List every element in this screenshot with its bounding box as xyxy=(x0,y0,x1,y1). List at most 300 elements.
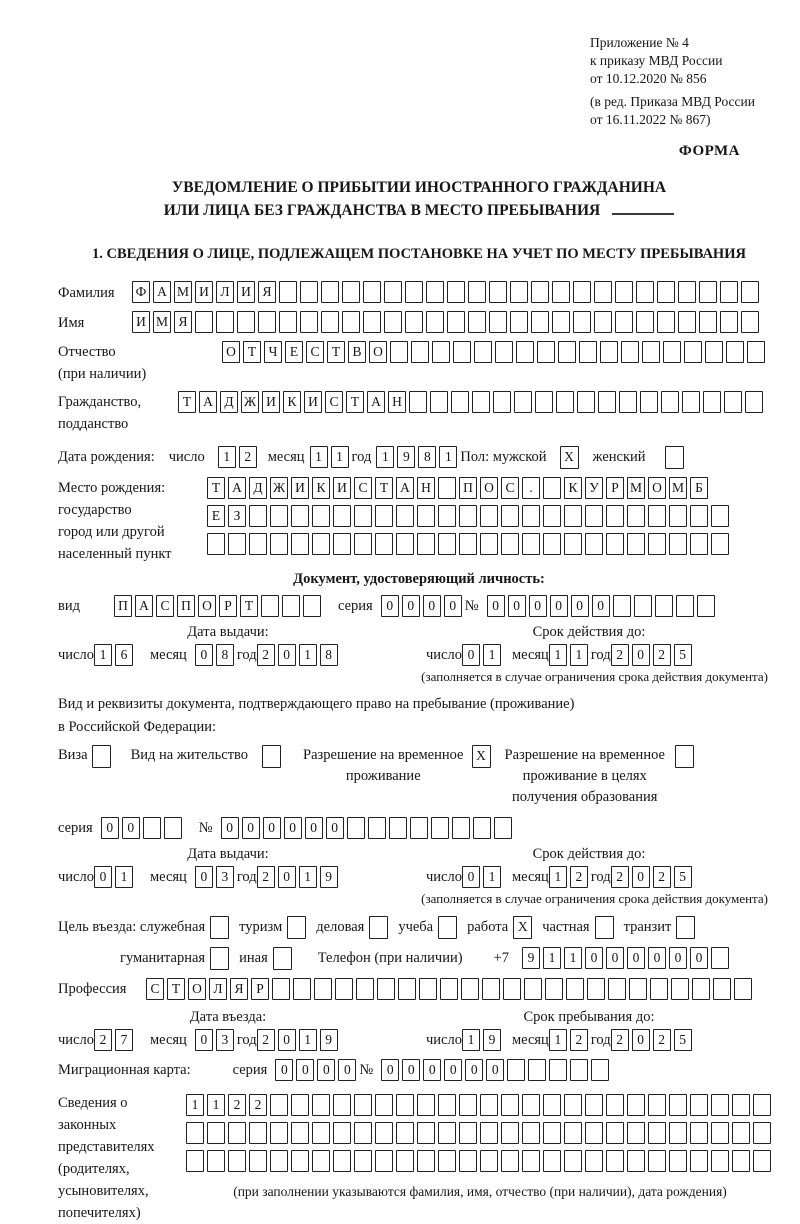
char-cell[interactable] xyxy=(522,533,540,555)
checkbox-sex-male[interactable]: X xyxy=(560,446,579,469)
char-cell[interactable] xyxy=(543,1094,561,1116)
char-cell[interactable] xyxy=(438,533,456,555)
char-cell[interactable] xyxy=(629,978,647,1000)
char-cell[interactable] xyxy=(195,311,213,333)
char-cell[interactable] xyxy=(249,1122,267,1144)
char-cell[interactable] xyxy=(438,1094,456,1116)
char-cell[interactable] xyxy=(636,281,654,303)
char-cell[interactable]: 0 xyxy=(278,1029,296,1051)
char-cell[interactable] xyxy=(501,1150,519,1172)
char-cell[interactable]: 2 xyxy=(228,1094,246,1116)
char-cell[interactable] xyxy=(228,1150,246,1172)
char-cell[interactable] xyxy=(692,978,710,1000)
char-cell[interactable]: 1 xyxy=(299,644,317,666)
char-cell[interactable] xyxy=(720,311,738,333)
char-cell[interactable]: А xyxy=(367,391,385,413)
char-cell[interactable] xyxy=(291,505,309,527)
char-cell[interactable] xyxy=(261,595,279,617)
char-cell[interactable] xyxy=(228,533,246,555)
char-cell[interactable]: 0 xyxy=(402,595,420,617)
char-cell[interactable] xyxy=(291,1150,309,1172)
char-cell[interactable] xyxy=(501,505,519,527)
char-cell[interactable] xyxy=(474,341,492,363)
char-cell[interactable] xyxy=(375,1094,393,1116)
char-cell[interactable]: 9 xyxy=(522,947,540,969)
char-cell[interactable]: М xyxy=(627,477,645,499)
char-cell[interactable] xyxy=(640,391,658,413)
char-cell[interactable] xyxy=(270,533,288,555)
char-cell[interactable] xyxy=(543,1150,561,1172)
char-cell[interactable]: 2 xyxy=(249,1094,267,1116)
char-cell[interactable] xyxy=(705,341,723,363)
char-cell[interactable]: 9 xyxy=(320,866,338,888)
char-cell[interactable] xyxy=(619,391,637,413)
char-cell[interactable] xyxy=(405,281,423,303)
char-cell[interactable]: С xyxy=(501,477,519,499)
char-cell[interactable]: Ф xyxy=(132,281,150,303)
char-cell[interactable]: 0 xyxy=(242,817,260,839)
char-cell[interactable]: 0 xyxy=(487,595,505,617)
checkbox-purpose-transit[interactable] xyxy=(676,916,695,939)
char-cell[interactable] xyxy=(522,505,540,527)
char-cell[interactable] xyxy=(480,533,498,555)
char-cell[interactable]: О xyxy=(369,341,387,363)
char-cell[interactable]: 0 xyxy=(606,947,624,969)
char-cell[interactable]: 0 xyxy=(669,947,687,969)
char-cell[interactable]: Е xyxy=(285,341,303,363)
char-cell[interactable] xyxy=(216,311,234,333)
char-cell[interactable]: 0 xyxy=(632,644,650,666)
char-cell[interactable]: 8 xyxy=(418,446,436,468)
char-cell[interactable] xyxy=(524,978,542,1000)
char-cell[interactable] xyxy=(747,341,765,363)
char-cell[interactable] xyxy=(398,978,416,1000)
char-cell[interactable] xyxy=(249,1150,267,1172)
char-cell[interactable] xyxy=(684,341,702,363)
char-cell[interactable]: 1 xyxy=(218,446,236,468)
char-cell[interactable] xyxy=(642,341,660,363)
char-cell[interactable] xyxy=(669,1094,687,1116)
char-cell[interactable] xyxy=(678,281,696,303)
char-cell[interactable] xyxy=(431,817,449,839)
checkbox-purpose-work[interactable]: X xyxy=(513,916,532,939)
char-cell[interactable] xyxy=(594,281,612,303)
char-cell[interactable] xyxy=(432,341,450,363)
char-cell[interactable] xyxy=(711,1150,729,1172)
char-cell[interactable] xyxy=(384,281,402,303)
char-cell[interactable] xyxy=(452,817,470,839)
char-cell[interactable]: 0 xyxy=(592,595,610,617)
char-cell[interactable] xyxy=(510,281,528,303)
checkbox-purpose-study[interactable] xyxy=(438,916,457,939)
char-cell[interactable] xyxy=(577,391,595,413)
char-cell[interactable]: 9 xyxy=(397,446,415,468)
char-cell[interactable] xyxy=(494,817,512,839)
char-cell[interactable] xyxy=(270,1122,288,1144)
char-cell[interactable]: Ж xyxy=(270,477,288,499)
char-cell[interactable] xyxy=(591,1059,609,1081)
char-cell[interactable] xyxy=(615,311,633,333)
char-cell[interactable] xyxy=(587,978,605,1000)
char-cell[interactable]: 8 xyxy=(320,644,338,666)
char-cell[interactable] xyxy=(314,978,332,1000)
char-cell[interactable] xyxy=(564,1094,582,1116)
char-cell[interactable] xyxy=(753,1122,771,1144)
char-cell[interactable]: И xyxy=(304,391,322,413)
char-cell[interactable]: 0 xyxy=(444,595,462,617)
char-cell[interactable] xyxy=(438,1122,456,1144)
char-cell[interactable] xyxy=(663,341,681,363)
char-cell[interactable] xyxy=(333,1094,351,1116)
char-cell[interactable]: 1 xyxy=(570,644,588,666)
char-cell[interactable] xyxy=(207,1150,225,1172)
char-cell[interactable] xyxy=(634,595,652,617)
char-cell[interactable]: К xyxy=(283,391,301,413)
char-cell[interactable]: Ч xyxy=(264,341,282,363)
char-cell[interactable] xyxy=(600,341,618,363)
char-cell[interactable] xyxy=(186,1150,204,1172)
char-cell[interactable] xyxy=(585,533,603,555)
char-cell[interactable]: А xyxy=(228,477,246,499)
char-cell[interactable] xyxy=(516,341,534,363)
char-cell[interactable] xyxy=(291,533,309,555)
char-cell[interactable]: 0 xyxy=(529,595,547,617)
checkbox-sex-female[interactable] xyxy=(665,446,684,469)
char-cell[interactable]: 5 xyxy=(674,644,692,666)
char-cell[interactable] xyxy=(690,505,708,527)
char-cell[interactable] xyxy=(606,533,624,555)
char-cell[interactable] xyxy=(741,281,759,303)
char-cell[interactable]: 0 xyxy=(305,817,323,839)
char-cell[interactable]: А xyxy=(135,595,153,617)
char-cell[interactable]: З xyxy=(228,505,246,527)
char-cell[interactable]: 2 xyxy=(653,866,671,888)
char-cell[interactable] xyxy=(545,978,563,1000)
char-cell[interactable]: 1 xyxy=(299,866,317,888)
char-cell[interactable] xyxy=(291,1094,309,1116)
char-cell[interactable]: 1 xyxy=(483,644,501,666)
char-cell[interactable] xyxy=(552,281,570,303)
char-cell[interactable]: 0 xyxy=(423,595,441,617)
char-cell[interactable] xyxy=(648,533,666,555)
char-cell[interactable] xyxy=(396,1122,414,1144)
checkbox-residence-permit[interactable] xyxy=(262,745,281,768)
char-cell[interactable] xyxy=(312,1122,330,1144)
char-cell[interactable]: 0 xyxy=(585,947,603,969)
char-cell[interactable] xyxy=(312,1094,330,1116)
char-cell[interactable]: 5 xyxy=(674,1029,692,1051)
char-cell[interactable]: 0 xyxy=(508,595,526,617)
char-cell[interactable] xyxy=(579,341,597,363)
char-cell[interactable]: 0 xyxy=(402,1059,420,1081)
char-cell[interactable] xyxy=(549,1059,567,1081)
char-cell[interactable] xyxy=(720,281,738,303)
char-cell[interactable] xyxy=(627,1122,645,1144)
char-cell[interactable]: 2 xyxy=(257,866,275,888)
char-cell[interactable] xyxy=(410,817,428,839)
char-cell[interactable] xyxy=(451,391,469,413)
char-cell[interactable] xyxy=(627,1094,645,1116)
char-cell[interactable]: Р xyxy=(219,595,237,617)
char-cell[interactable] xyxy=(237,311,255,333)
char-cell[interactable]: 2 xyxy=(94,1029,112,1051)
char-cell[interactable] xyxy=(690,533,708,555)
char-cell[interactable] xyxy=(473,817,491,839)
char-cell[interactable] xyxy=(690,1150,708,1172)
char-cell[interactable]: Т xyxy=(167,978,185,1000)
char-cell[interactable] xyxy=(711,1122,729,1144)
char-cell[interactable]: Л xyxy=(216,281,234,303)
char-cell[interactable]: 0 xyxy=(486,1059,504,1081)
char-cell[interactable]: 0 xyxy=(465,1059,483,1081)
char-cell[interactable] xyxy=(648,1150,666,1172)
char-cell[interactable] xyxy=(543,1122,561,1144)
char-cell[interactable]: Ж xyxy=(241,391,259,413)
char-cell[interactable]: 0 xyxy=(275,1059,293,1081)
char-cell[interactable] xyxy=(493,391,511,413)
char-cell[interactable]: Б xyxy=(690,477,708,499)
char-cell[interactable] xyxy=(354,533,372,555)
char-cell[interactable]: 2 xyxy=(653,644,671,666)
char-cell[interactable]: 2 xyxy=(239,446,257,468)
char-cell[interactable] xyxy=(480,1122,498,1144)
char-cell[interactable] xyxy=(417,1094,435,1116)
char-cell[interactable] xyxy=(279,281,297,303)
char-cell[interactable] xyxy=(417,505,435,527)
char-cell[interactable] xyxy=(564,533,582,555)
char-cell[interactable]: 9 xyxy=(483,1029,501,1051)
char-cell[interactable] xyxy=(300,311,318,333)
char-cell[interactable] xyxy=(711,533,729,555)
char-cell[interactable]: О xyxy=(222,341,240,363)
char-cell[interactable] xyxy=(627,1150,645,1172)
char-cell[interactable] xyxy=(535,391,553,413)
char-cell[interactable] xyxy=(564,505,582,527)
char-cell[interactable] xyxy=(594,311,612,333)
char-cell[interactable] xyxy=(522,1150,540,1172)
checkbox-purpose-humanitarian[interactable] xyxy=(210,947,229,970)
char-cell[interactable] xyxy=(556,391,574,413)
char-cell[interactable] xyxy=(489,281,507,303)
char-cell[interactable] xyxy=(564,1150,582,1172)
char-cell[interactable] xyxy=(613,595,631,617)
char-cell[interactable]: 1 xyxy=(376,446,394,468)
char-cell[interactable]: 0 xyxy=(627,947,645,969)
char-cell[interactable] xyxy=(186,1122,204,1144)
char-cell[interactable]: 0 xyxy=(632,866,650,888)
char-cell[interactable] xyxy=(207,533,225,555)
char-cell[interactable]: 9 xyxy=(320,1029,338,1051)
char-cell[interactable] xyxy=(669,505,687,527)
char-cell[interactable]: Т xyxy=(243,341,261,363)
char-cell[interactable] xyxy=(321,281,339,303)
char-cell[interactable] xyxy=(690,1122,708,1144)
char-cell[interactable]: 1 xyxy=(549,866,567,888)
char-cell[interactable] xyxy=(753,1150,771,1172)
char-cell[interactable] xyxy=(648,1122,666,1144)
char-cell[interactable]: 0 xyxy=(571,595,589,617)
char-cell[interactable] xyxy=(566,978,584,1000)
char-cell[interactable] xyxy=(390,341,408,363)
char-cell[interactable] xyxy=(426,311,444,333)
char-cell[interactable]: С xyxy=(306,341,324,363)
char-cell[interactable]: О xyxy=(648,477,666,499)
char-cell[interactable] xyxy=(143,817,161,839)
char-cell[interactable] xyxy=(207,1122,225,1144)
char-cell[interactable] xyxy=(468,311,486,333)
char-cell[interactable] xyxy=(558,341,576,363)
char-cell[interactable] xyxy=(703,391,721,413)
char-cell[interactable]: Д xyxy=(249,477,267,499)
char-cell[interactable] xyxy=(522,1094,540,1116)
char-cell[interactable] xyxy=(661,391,679,413)
char-cell[interactable] xyxy=(713,978,731,1000)
char-cell[interactable]: 0 xyxy=(444,1059,462,1081)
char-cell[interactable] xyxy=(669,1150,687,1172)
char-cell[interactable] xyxy=(699,281,717,303)
char-cell[interactable] xyxy=(312,1150,330,1172)
char-cell[interactable]: 2 xyxy=(570,1029,588,1051)
char-cell[interactable]: И xyxy=(237,281,255,303)
char-cell[interactable]: Т xyxy=(375,477,393,499)
char-cell[interactable] xyxy=(564,1122,582,1144)
char-cell[interactable] xyxy=(482,978,500,1000)
char-cell[interactable] xyxy=(711,505,729,527)
char-cell[interactable]: Н xyxy=(388,391,406,413)
char-cell[interactable]: Т xyxy=(207,477,225,499)
char-cell[interactable]: И xyxy=(262,391,280,413)
char-cell[interactable] xyxy=(671,978,689,1000)
char-cell[interactable] xyxy=(417,1150,435,1172)
char-cell[interactable] xyxy=(453,341,471,363)
char-cell[interactable]: 1 xyxy=(310,446,328,468)
char-cell[interactable]: Т xyxy=(178,391,196,413)
char-cell[interactable]: У xyxy=(585,477,603,499)
char-cell[interactable]: Р xyxy=(606,477,624,499)
char-cell[interactable] xyxy=(228,1122,246,1144)
char-cell[interactable]: 1 xyxy=(186,1094,204,1116)
char-cell[interactable]: 0 xyxy=(278,644,296,666)
char-cell[interactable]: М xyxy=(174,281,192,303)
char-cell[interactable]: А xyxy=(396,477,414,499)
char-cell[interactable] xyxy=(531,281,549,303)
char-cell[interactable] xyxy=(396,505,414,527)
char-cell[interactable]: 1 xyxy=(115,866,133,888)
char-cell[interactable] xyxy=(522,1122,540,1144)
char-cell[interactable] xyxy=(472,391,490,413)
char-cell[interactable]: С xyxy=(146,978,164,1000)
char-cell[interactable] xyxy=(585,1094,603,1116)
char-cell[interactable] xyxy=(405,311,423,333)
char-cell[interactable] xyxy=(543,533,561,555)
char-cell[interactable] xyxy=(375,533,393,555)
char-cell[interactable] xyxy=(333,1150,351,1172)
char-cell[interactable] xyxy=(655,595,673,617)
char-cell[interactable] xyxy=(333,1122,351,1144)
char-cell[interactable] xyxy=(682,391,700,413)
char-cell[interactable]: 2 xyxy=(611,644,629,666)
char-cell[interactable] xyxy=(333,505,351,527)
char-cell[interactable] xyxy=(501,533,519,555)
char-cell[interactable] xyxy=(543,477,561,499)
char-cell[interactable] xyxy=(501,1122,519,1144)
char-cell[interactable]: 5 xyxy=(674,866,692,888)
char-cell[interactable]: . xyxy=(522,477,540,499)
char-cell[interactable] xyxy=(354,1094,372,1116)
char-cell[interactable] xyxy=(303,595,321,617)
char-cell[interactable]: 2 xyxy=(257,644,275,666)
char-cell[interactable]: 0 xyxy=(101,817,119,839)
checkbox-temp-permit[interactable]: X xyxy=(472,745,491,768)
char-cell[interactable]: 0 xyxy=(381,595,399,617)
char-cell[interactable]: П xyxy=(459,477,477,499)
char-cell[interactable]: 0 xyxy=(550,595,568,617)
char-cell[interactable] xyxy=(396,533,414,555)
char-cell[interactable] xyxy=(300,281,318,303)
char-cell[interactable]: 1 xyxy=(549,644,567,666)
checkbox-purpose-private[interactable] xyxy=(595,916,614,939)
char-cell[interactable] xyxy=(606,1094,624,1116)
char-cell[interactable]: П xyxy=(177,595,195,617)
char-cell[interactable] xyxy=(335,978,353,1000)
char-cell[interactable]: 2 xyxy=(611,1029,629,1051)
char-cell[interactable] xyxy=(608,978,626,1000)
char-cell[interactable] xyxy=(627,505,645,527)
char-cell[interactable] xyxy=(396,1094,414,1116)
char-cell[interactable] xyxy=(570,1059,588,1081)
char-cell[interactable]: О xyxy=(480,477,498,499)
char-cell[interactable] xyxy=(459,1122,477,1144)
char-cell[interactable] xyxy=(657,281,675,303)
char-cell[interactable]: 1 xyxy=(462,1029,480,1051)
char-cell[interactable] xyxy=(312,505,330,527)
checkbox-purpose-other[interactable] xyxy=(273,947,292,970)
char-cell[interactable] xyxy=(507,1059,525,1081)
char-cell[interactable]: Л xyxy=(209,978,227,1000)
char-cell[interactable]: 1 xyxy=(483,866,501,888)
char-cell[interactable] xyxy=(615,281,633,303)
char-cell[interactable] xyxy=(258,311,276,333)
char-cell[interactable] xyxy=(249,505,267,527)
char-cell[interactable]: 1 xyxy=(207,1094,225,1116)
char-cell[interactable] xyxy=(528,1059,546,1081)
char-cell[interactable]: С xyxy=(325,391,343,413)
char-cell[interactable] xyxy=(514,391,532,413)
char-cell[interactable] xyxy=(678,311,696,333)
char-cell[interactable] xyxy=(409,391,427,413)
char-cell[interactable] xyxy=(531,311,549,333)
char-cell[interactable] xyxy=(669,1122,687,1144)
char-cell[interactable] xyxy=(375,1122,393,1144)
char-cell[interactable] xyxy=(438,1150,456,1172)
char-cell[interactable]: М xyxy=(669,477,687,499)
char-cell[interactable] xyxy=(447,311,465,333)
char-cell[interactable] xyxy=(711,947,729,969)
char-cell[interactable] xyxy=(282,595,300,617)
char-cell[interactable]: И xyxy=(333,477,351,499)
char-cell[interactable] xyxy=(676,595,694,617)
char-cell[interactable] xyxy=(648,1094,666,1116)
char-cell[interactable] xyxy=(480,505,498,527)
char-cell[interactable] xyxy=(417,1122,435,1144)
char-cell[interactable] xyxy=(249,533,267,555)
char-cell[interactable]: К xyxy=(312,477,330,499)
char-cell[interactable]: Я xyxy=(174,311,192,333)
char-cell[interactable]: И xyxy=(195,281,213,303)
checkbox-visa[interactable] xyxy=(92,745,111,768)
char-cell[interactable]: 0 xyxy=(284,817,302,839)
char-cell[interactable] xyxy=(480,1094,498,1116)
